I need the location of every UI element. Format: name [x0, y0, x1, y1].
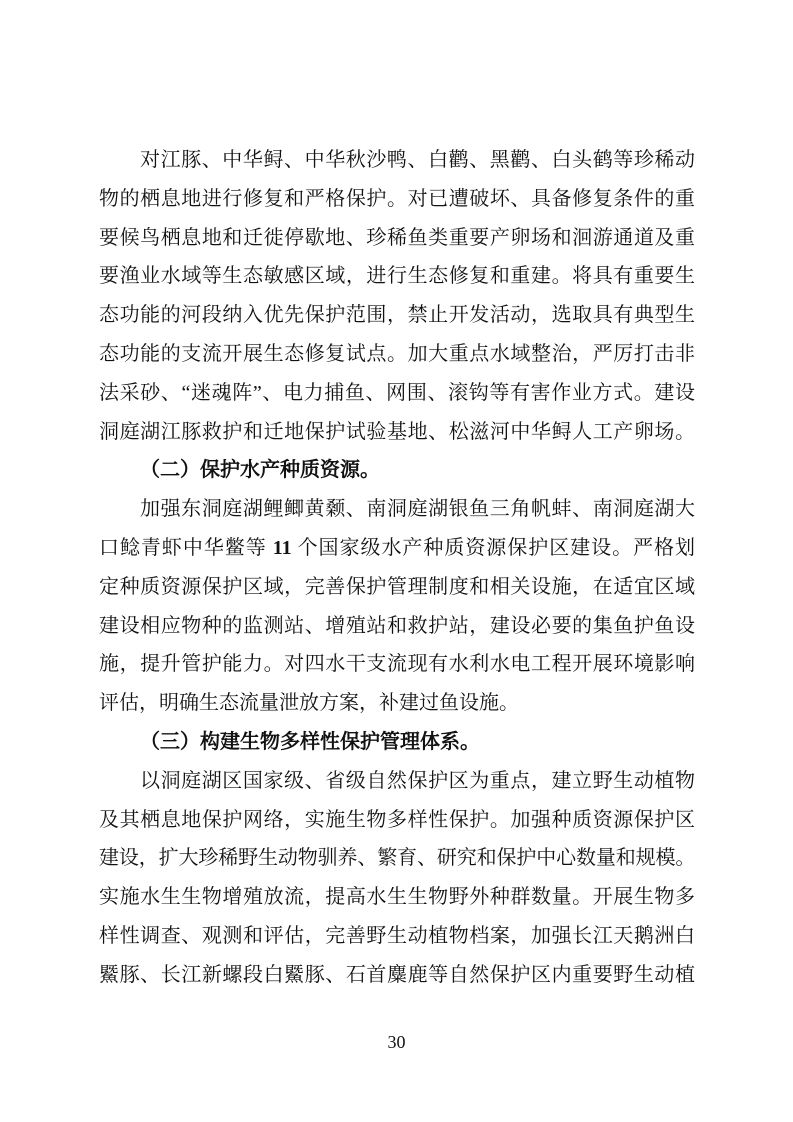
- paragraph-line: 实施水生生物增殖放流，提高水生生物野外种群数量。开展生物多: [99, 886, 695, 909]
- paragraph-line: 鱀豚、长江新螺段白鱀豚、石首麋鹿等自然保护区内重要野生动植: [99, 963, 695, 986]
- page-number: 30: [387, 1032, 406, 1052]
- paragraph-line: 要候鸟栖息地和迁徙停歇地、珍稀鱼类重要产卵场和洄游通道及重: [99, 226, 695, 249]
- paragraph-line-text: 个国家级水产种质资源保护区建设。严格划: [291, 536, 695, 559]
- section-heading-2: （二）保护水产种质资源。: [140, 459, 380, 482]
- page-body: [99, 141, 695, 995]
- paragraph-line: 施，提升管护能力。对四水干支流现有水利水电工程开展环境影响: [99, 653, 695, 676]
- paragraph-line: 加强东洞庭湖鲤鲫黄颡、南洞庭湖银鱼三角帆蚌、南洞庭湖大: [140, 498, 695, 521]
- paragraph-line: 态功能的支流开展生态修复试点。加大重点水域整治，严厉打击非: [99, 342, 695, 365]
- paragraph-line: 评估，明确生态流量泄放方案，补建过鱼设施。: [99, 692, 519, 715]
- paragraph-line: 以洞庭湖区国家级、省级自然保护区为重点，建立野生动植物: [140, 769, 695, 792]
- paragraph-line: 对江豚、中华鲟、中华秋沙鸭、白鹳、黑鹳、白头鹤等珍稀动: [140, 149, 695, 171]
- paragraph-line: 法采砂、“迷魂阵”、电力捕鱼、网围、滚钩等有害作业方式。建设: [99, 381, 695, 404]
- paragraph-line: [99, 529, 695, 568]
- paragraph-line: 洞庭湖江豚救护和迁地保护试验基地、松滋河中华鲟人工产卵场。: [99, 420, 695, 443]
- paragraph-line: 要渔业水域等生态敏感区域，进行生态修复和重建。将具有重要生: [99, 265, 695, 288]
- section-heading-3: （三）构建生物多样性保护管理体系。: [140, 730, 480, 753]
- paragraph-line: 物的栖息地进行修复和严格保护。对已遭破坏、具备修复条件的重: [99, 187, 695, 210]
- paragraph-line: 定种质资源保护区域，完善保护管理制度和相关设施，在适宜区域: [99, 575, 695, 598]
- paragraph-line: 及其栖息地保护网络，实施生物多样性保护。加强种质资源保护区: [99, 808, 695, 831]
- paragraph-line: 样性调查、观测和评估，完善野生动植物档案，加强长江天鹅洲白: [99, 924, 695, 947]
- highlight-number: 11: [272, 536, 292, 559]
- paragraph-line: 建设，扩大珍稀野生动物驯养、繁育、研究和保护中心数量和规模。: [99, 847, 695, 870]
- paragraph-line: 建设相应物种的监测站、增殖站和救护站，建设必要的集鱼护鱼设: [99, 614, 695, 637]
- paragraph-line-text: 口鲶青虾中华鳖等: [99, 536, 273, 559]
- paragraph-line: 态功能的河段纳入优先保护范围，禁止开发活动，选取具有典型生: [99, 304, 695, 327]
